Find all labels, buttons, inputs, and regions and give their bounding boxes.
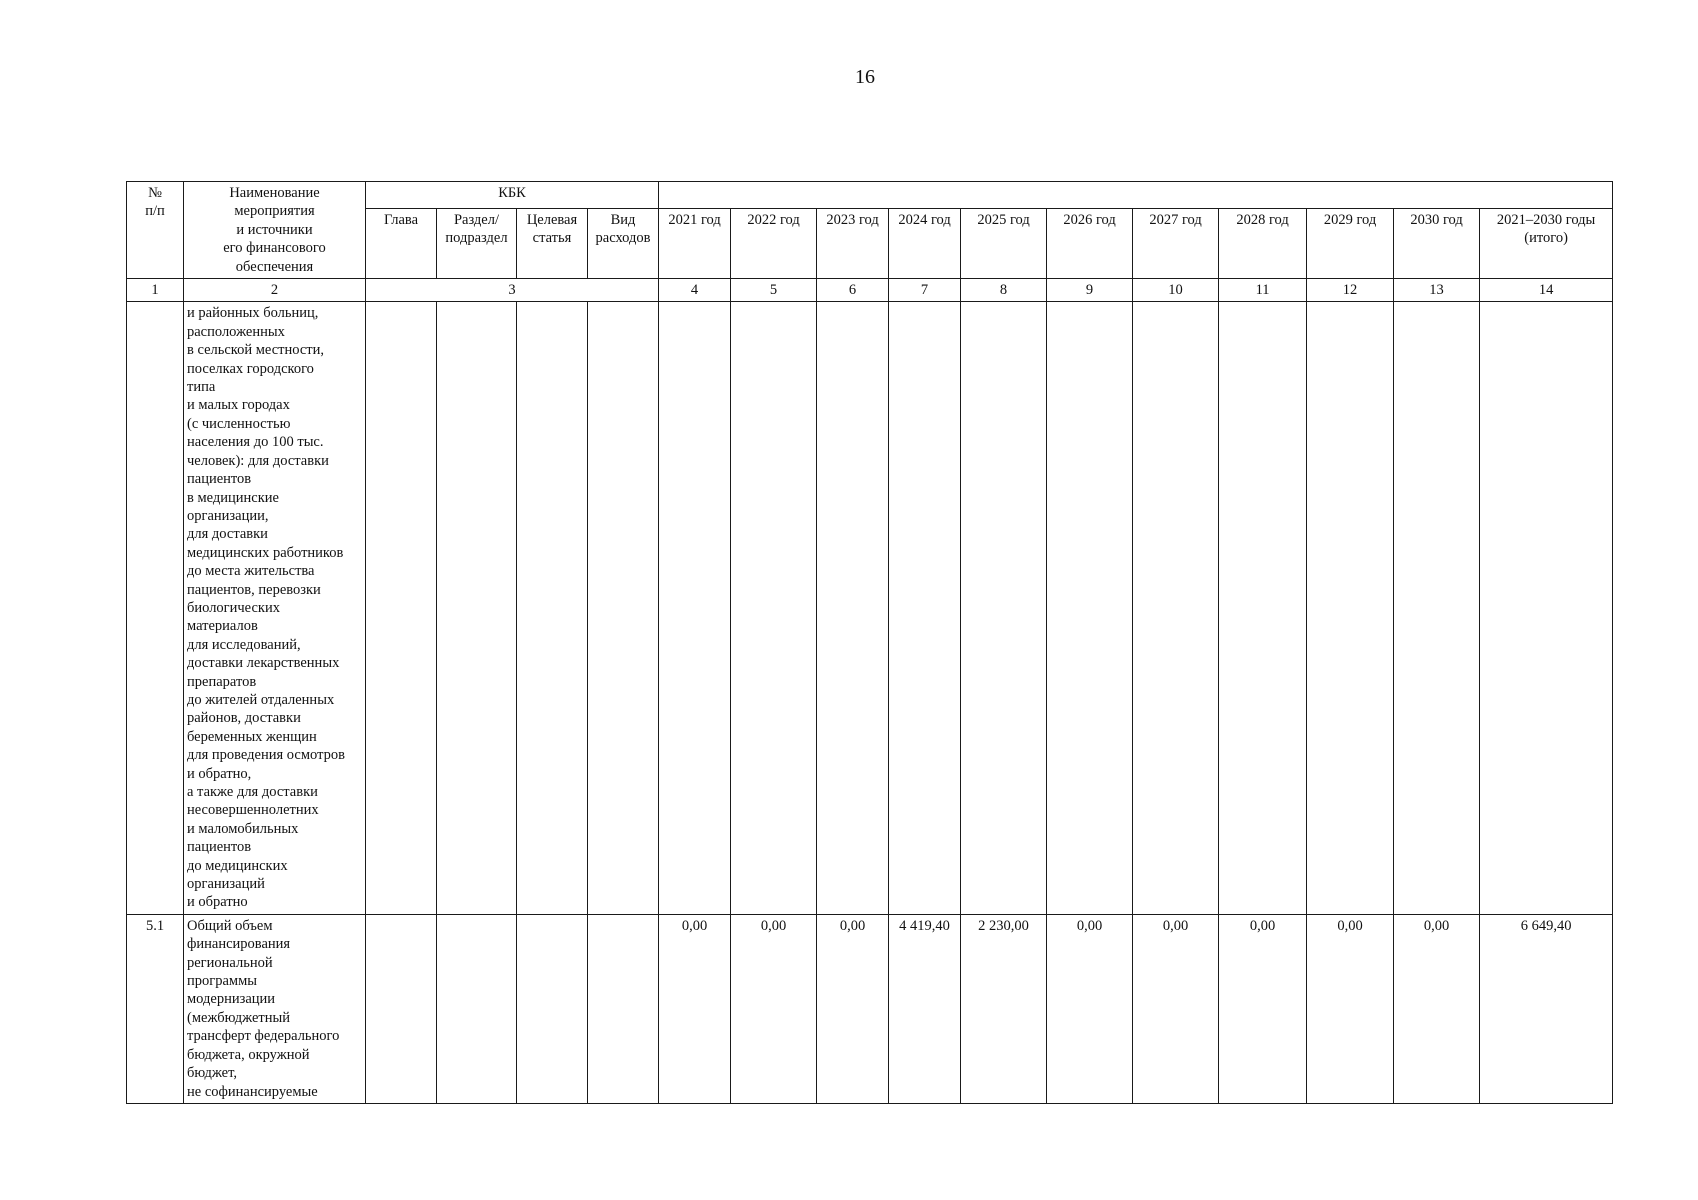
value-2024 <box>889 302 961 914</box>
value-total: 6 649,40 <box>1480 914 1613 1103</box>
kbk-vid-cell <box>588 302 659 914</box>
header-row-1 <box>127 182 1613 209</box>
header-kbk: КБК <box>366 182 659 209</box>
value-2022: 0,00 <box>731 914 817 1103</box>
value-2030: 0,00 <box>1394 914 1480 1103</box>
header-year-2023: 2023 год <box>817 209 889 279</box>
header-no: № п/п <box>127 182 184 279</box>
header-name: Наименование мероприятия и источники его финансового обеспечения <box>184 182 366 279</box>
header-year-2026: 2026 год <box>1047 209 1133 279</box>
header-years-group <box>659 182 1613 209</box>
header-year-2029: 2029 год <box>1307 209 1394 279</box>
value-2029: 0,00 <box>1307 914 1394 1103</box>
header-kbk-statya: Целевая статья <box>517 209 588 279</box>
header-year-2027: 2027 год <box>1133 209 1219 279</box>
kbk-statya-cell <box>517 302 588 914</box>
value-2025 <box>961 302 1047 914</box>
kbk-razdel-cell <box>437 302 517 914</box>
header-kbk-glava: Глава <box>366 209 437 279</box>
value-2029 <box>1307 302 1394 914</box>
value-total <box>1480 302 1613 914</box>
header-kbk-razdel: Раздел/ подраздел <box>437 209 517 279</box>
colnum-14: 14 <box>1480 279 1613 302</box>
financing-table <box>126 181 1613 1104</box>
header-year-total: 2021–2030 годы (итого) <box>1480 209 1613 279</box>
colnum-6: 6 <box>817 279 889 302</box>
kbk-vid-cell <box>588 914 659 1103</box>
colnum-10: 10 <box>1133 279 1219 302</box>
header-year-2025: 2025 год <box>961 209 1047 279</box>
header-year-2021: 2021 год <box>659 209 731 279</box>
table-row <box>127 914 1613 1103</box>
header-year-2028: 2028 год <box>1219 209 1307 279</box>
value-2023 <box>817 302 889 914</box>
row-number <box>127 302 184 914</box>
header-year-2024: 2024 год <box>889 209 961 279</box>
kbk-glava-cell <box>366 914 437 1103</box>
value-2030 <box>1394 302 1480 914</box>
colnum-11: 11 <box>1219 279 1307 302</box>
colnum-4: 4 <box>659 279 731 302</box>
colnum-3: 3 <box>366 279 659 302</box>
value-2027 <box>1133 302 1219 914</box>
row-description: Общий объем финансирования региональной программы модернизации (межбюджетный трансферт федерального бюджета, окружной бюджет, не софинансируемые <box>184 914 366 1103</box>
colnum-12: 12 <box>1307 279 1394 302</box>
value-2024: 4 419,40 <box>889 914 961 1103</box>
value-2026 <box>1047 302 1133 914</box>
page-number: 16 <box>855 66 875 88</box>
header-kbk-vid: Вид расходов <box>588 209 659 279</box>
kbk-razdel-cell <box>437 914 517 1103</box>
colnum-9: 9 <box>1047 279 1133 302</box>
kbk-glava-cell <box>366 302 437 914</box>
colnum-7: 7 <box>889 279 961 302</box>
colnum-2: 2 <box>184 279 366 302</box>
row-description: и районных больниц, расположенных в сельской местности, поселках городского типа и малых городах (с численностью населения до 100 тыс. человек): для доставки пациентов в медицинские организации, для доставки медицинских работников до места жительства пациентов, перевозки биологических материалов для исследований, доставки лекарственных препаратов до жителей отдаленных районов, доставки беременных женщин для проведения осмотров и обратно, а также для доставки несовершеннолетних и маломобильных пациентов до медицинских организаций и обратно <box>184 302 366 914</box>
value-2028 <box>1219 302 1307 914</box>
kbk-statya-cell <box>517 914 588 1103</box>
value-2021: 0,00 <box>659 914 731 1103</box>
colnum-5: 5 <box>731 279 817 302</box>
colnum-8: 8 <box>961 279 1047 302</box>
value-2026: 0,00 <box>1047 914 1133 1103</box>
row-number: 5.1 <box>127 914 184 1103</box>
colnum-13: 13 <box>1394 279 1480 302</box>
column-number-row <box>127 279 1613 302</box>
table-row <box>127 302 1613 914</box>
header-year-2030: 2030 год <box>1394 209 1480 279</box>
value-2028: 0,00 <box>1219 914 1307 1103</box>
colnum-1: 1 <box>127 279 184 302</box>
header-year-2022: 2022 год <box>731 209 817 279</box>
value-2025: 2 230,00 <box>961 914 1047 1103</box>
value-2022 <box>731 302 817 914</box>
value-2023: 0,00 <box>817 914 889 1103</box>
value-2021 <box>659 302 731 914</box>
value-2027: 0,00 <box>1133 914 1219 1103</box>
